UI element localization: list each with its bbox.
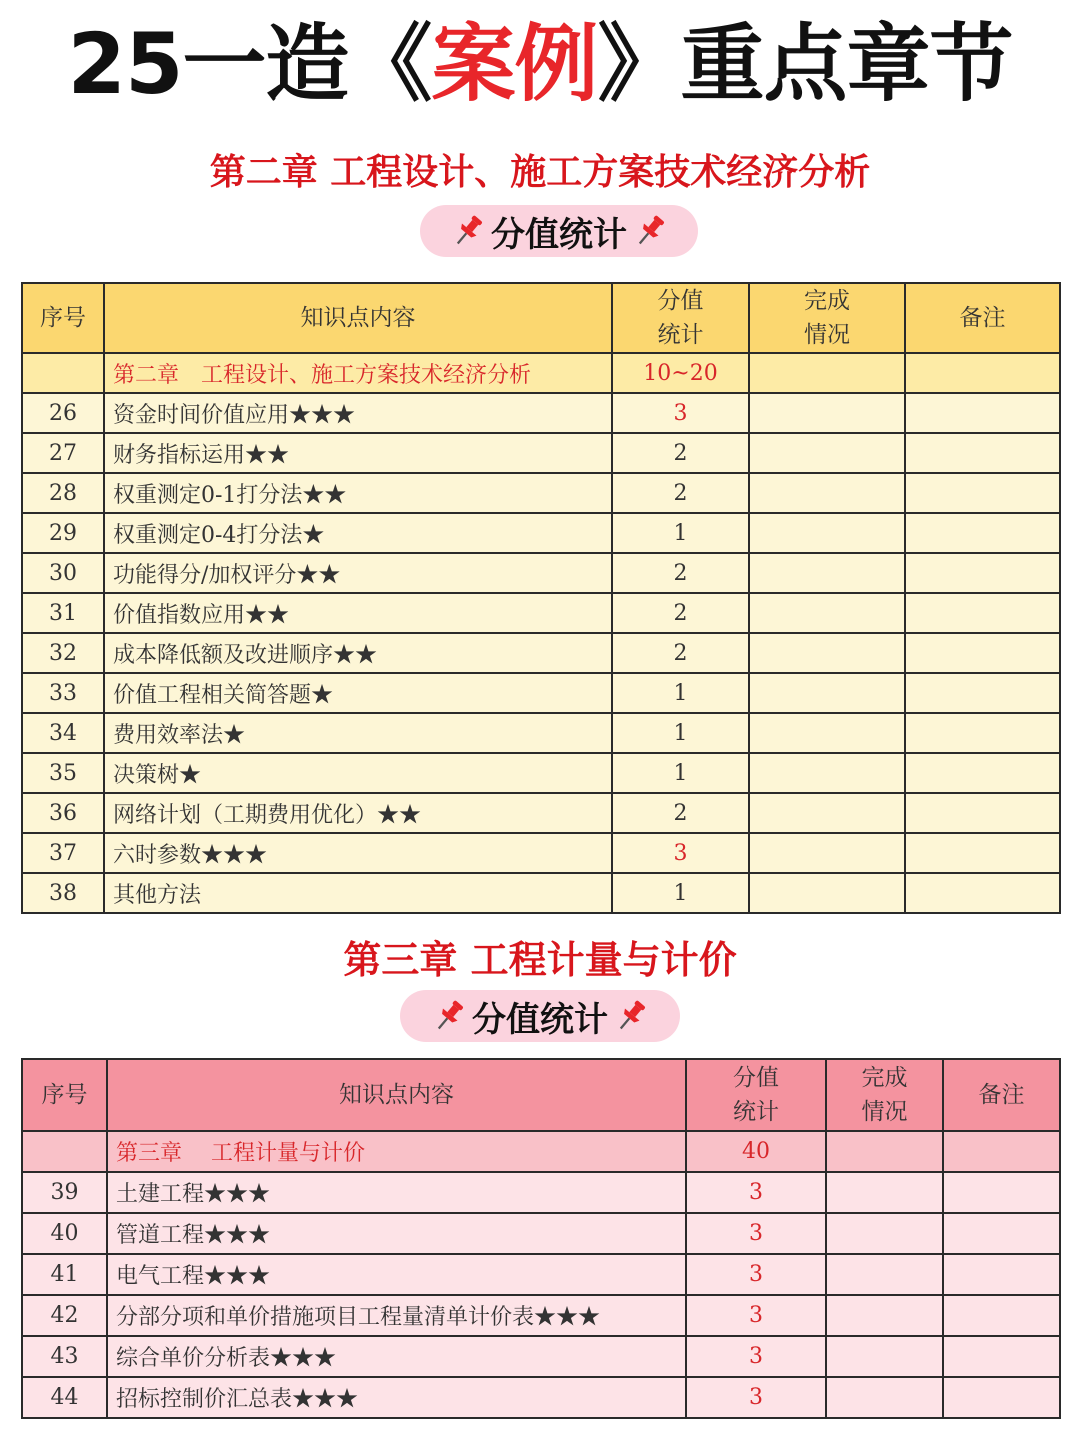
row-no: 31 xyxy=(22,593,104,633)
pushpin-icon xyxy=(430,997,468,1035)
row-score: 2 xyxy=(612,433,749,473)
table-row xyxy=(22,633,1060,673)
table-row xyxy=(22,593,1060,633)
row-content: 价值指数应用★★ xyxy=(104,593,612,633)
row-done xyxy=(749,513,905,553)
col-header-content: 知识点内容 xyxy=(104,283,612,353)
table-row xyxy=(22,833,1060,873)
chapter-summary-row xyxy=(22,1131,1060,1172)
row-done xyxy=(826,1295,943,1336)
table-row xyxy=(22,553,1060,593)
row-score: 1 xyxy=(612,873,749,913)
row-done xyxy=(749,873,905,913)
row-done xyxy=(826,1172,943,1213)
chapter-summary-row xyxy=(22,353,1060,393)
row-no: 42 xyxy=(22,1295,107,1336)
row-done xyxy=(749,793,905,833)
row-content: 功能得分/加权评分★★ xyxy=(104,553,612,593)
row-content: 六时参数★★★ xyxy=(104,833,612,873)
row-content: 其他方法 xyxy=(104,873,612,913)
col-header-note: 备注 xyxy=(905,283,1060,353)
table-row xyxy=(22,753,1060,793)
row-content: 权重测定0-4打分法★ xyxy=(104,513,612,553)
row-note xyxy=(905,753,1060,793)
row-content: 管道工程★★★ xyxy=(107,1213,686,1254)
row-no: 29 xyxy=(22,513,104,553)
table-row xyxy=(22,1295,1060,1336)
summary-content: 第三章 工程计量与计价 xyxy=(107,1131,686,1172)
chapter2-score-table xyxy=(21,282,1061,914)
summary-no xyxy=(22,353,104,393)
pushpin-icon xyxy=(449,212,487,250)
row-content: 决策树★ xyxy=(104,753,612,793)
row-note xyxy=(943,1254,1060,1295)
row-note xyxy=(943,1336,1060,1377)
col-header-done: 完成 情况 xyxy=(749,283,905,353)
row-note xyxy=(943,1172,1060,1213)
row-score: 2 xyxy=(612,793,749,833)
row-no: 40 xyxy=(22,1213,107,1254)
row-content: 资金时间价值应用★★★ xyxy=(104,393,612,433)
table-header-row xyxy=(22,1059,1060,1131)
row-no: 32 xyxy=(22,633,104,673)
row-done xyxy=(749,553,905,593)
table-row xyxy=(22,393,1060,433)
title-highlight: 案例 xyxy=(431,15,598,113)
table-row xyxy=(22,433,1060,473)
row-no: 35 xyxy=(22,753,104,793)
row-no: 33 xyxy=(22,673,104,713)
table-row xyxy=(22,673,1060,713)
title-suffix: 》重点章节 xyxy=(597,15,1013,113)
row-note xyxy=(905,673,1060,713)
row-done xyxy=(749,473,905,513)
row-no: 27 xyxy=(22,433,104,473)
chapter3-score-table xyxy=(21,1058,1061,1419)
row-note xyxy=(905,793,1060,833)
chapter3-heading: 第三章 工程计量与计价 xyxy=(343,938,737,982)
summary-score: 10~20 xyxy=(612,353,749,393)
row-content: 成本降低额及改进顺序★★ xyxy=(104,633,612,673)
row-score: 3 xyxy=(686,1254,826,1295)
row-content: 分部分项和单价措施项目工程量清单计价表★★★ xyxy=(107,1295,686,1336)
row-note xyxy=(905,833,1060,873)
row-score: 3 xyxy=(612,393,749,433)
row-note xyxy=(943,1377,1060,1418)
col-header-score: 分值 统计 xyxy=(686,1059,826,1131)
table-row xyxy=(22,873,1060,913)
row-score: 1 xyxy=(612,513,749,553)
row-done xyxy=(749,673,905,713)
row-done xyxy=(749,393,905,433)
row-note xyxy=(905,513,1060,553)
row-no: 30 xyxy=(22,553,104,593)
pushpin-icon xyxy=(612,997,650,1035)
row-done xyxy=(826,1377,943,1418)
row-no: 28 xyxy=(22,473,104,513)
row-note xyxy=(905,713,1060,753)
row-note xyxy=(905,633,1060,673)
row-score: 2 xyxy=(612,553,749,593)
title-prefix: 25一造《 xyxy=(67,15,432,113)
table-row xyxy=(22,793,1060,833)
table-row xyxy=(22,1213,1060,1254)
row-no: 34 xyxy=(22,713,104,753)
row-done xyxy=(749,633,905,673)
row-score: 3 xyxy=(686,1377,826,1418)
col-header-no: 序号 xyxy=(22,283,104,353)
row-content: 费用效率法★ xyxy=(104,713,612,753)
chapter3-badge-label: 分值统计 xyxy=(472,999,608,1040)
row-content: 招标控制价汇总表★★★ xyxy=(107,1377,686,1418)
row-score: 1 xyxy=(612,673,749,713)
row-done xyxy=(749,593,905,633)
table-row xyxy=(22,1254,1060,1295)
col-header-score: 分值 统计 xyxy=(612,283,749,353)
row-content: 土建工程★★★ xyxy=(107,1172,686,1213)
row-score: 2 xyxy=(612,473,749,513)
table-row xyxy=(22,1377,1060,1418)
row-score: 3 xyxy=(686,1336,826,1377)
row-note xyxy=(943,1295,1060,1336)
row-done xyxy=(749,433,905,473)
row-score: 3 xyxy=(612,833,749,873)
page-title xyxy=(0,8,1080,120)
table-row xyxy=(22,1336,1060,1377)
row-score: 2 xyxy=(612,593,749,633)
row-no: 41 xyxy=(22,1254,107,1295)
row-score: 1 xyxy=(612,753,749,793)
row-no: 39 xyxy=(22,1172,107,1213)
row-done xyxy=(826,1213,943,1254)
row-no: 37 xyxy=(22,833,104,873)
row-no: 36 xyxy=(22,793,104,833)
table-row xyxy=(22,713,1060,753)
row-score: 2 xyxy=(612,633,749,673)
summary-note xyxy=(943,1131,1060,1172)
summary-done xyxy=(749,353,905,393)
table-row xyxy=(22,1172,1060,1213)
row-content: 电气工程★★★ xyxy=(107,1254,686,1295)
summary-done xyxy=(826,1131,943,1172)
col-header-no: 序号 xyxy=(22,1059,107,1131)
chapter2-badge xyxy=(420,205,698,257)
row-note xyxy=(905,593,1060,633)
row-done xyxy=(749,753,905,793)
summary-note xyxy=(905,353,1060,393)
col-header-note: 备注 xyxy=(943,1059,1060,1131)
row-done xyxy=(826,1254,943,1295)
row-no: 26 xyxy=(22,393,104,433)
row-no: 43 xyxy=(22,1336,107,1377)
row-score: 3 xyxy=(686,1295,826,1336)
row-done xyxy=(826,1336,943,1377)
row-note xyxy=(905,553,1060,593)
summary-content: 第二章 工程设计、施工方案技术经济分析 xyxy=(104,353,612,393)
row-note xyxy=(905,393,1060,433)
row-content: 权重测定0-1打分法★★ xyxy=(104,473,612,513)
row-content: 价值工程相关简答题★ xyxy=(104,673,612,713)
row-no: 38 xyxy=(22,873,104,913)
chapter2-heading: 第二章 工程设计、施工方案技术经济分析 xyxy=(209,152,871,193)
table-row xyxy=(22,513,1060,553)
row-score: 3 xyxy=(686,1172,826,1213)
table-row xyxy=(22,473,1060,513)
summary-score: 40 xyxy=(686,1131,826,1172)
row-score: 1 xyxy=(612,713,749,753)
chapter3-badge xyxy=(400,990,680,1042)
col-header-done: 完成 情况 xyxy=(826,1059,943,1131)
row-done xyxy=(749,713,905,753)
table-header-row xyxy=(22,283,1060,353)
row-note xyxy=(943,1213,1060,1254)
pushpin-icon xyxy=(631,212,669,250)
row-content: 综合单价分析表★★★ xyxy=(107,1336,686,1377)
row-note xyxy=(905,873,1060,913)
summary-no xyxy=(22,1131,107,1172)
row-note xyxy=(905,433,1060,473)
row-score: 3 xyxy=(686,1213,826,1254)
row-done xyxy=(749,833,905,873)
row-content: 网络计划（工期费用优化）★★ xyxy=(104,793,612,833)
col-header-content: 知识点内容 xyxy=(107,1059,686,1131)
row-no: 44 xyxy=(22,1377,107,1418)
chapter2-badge-label: 分值统计 xyxy=(491,214,627,255)
row-content: 财务指标运用★★ xyxy=(104,433,612,473)
row-note xyxy=(905,473,1060,513)
